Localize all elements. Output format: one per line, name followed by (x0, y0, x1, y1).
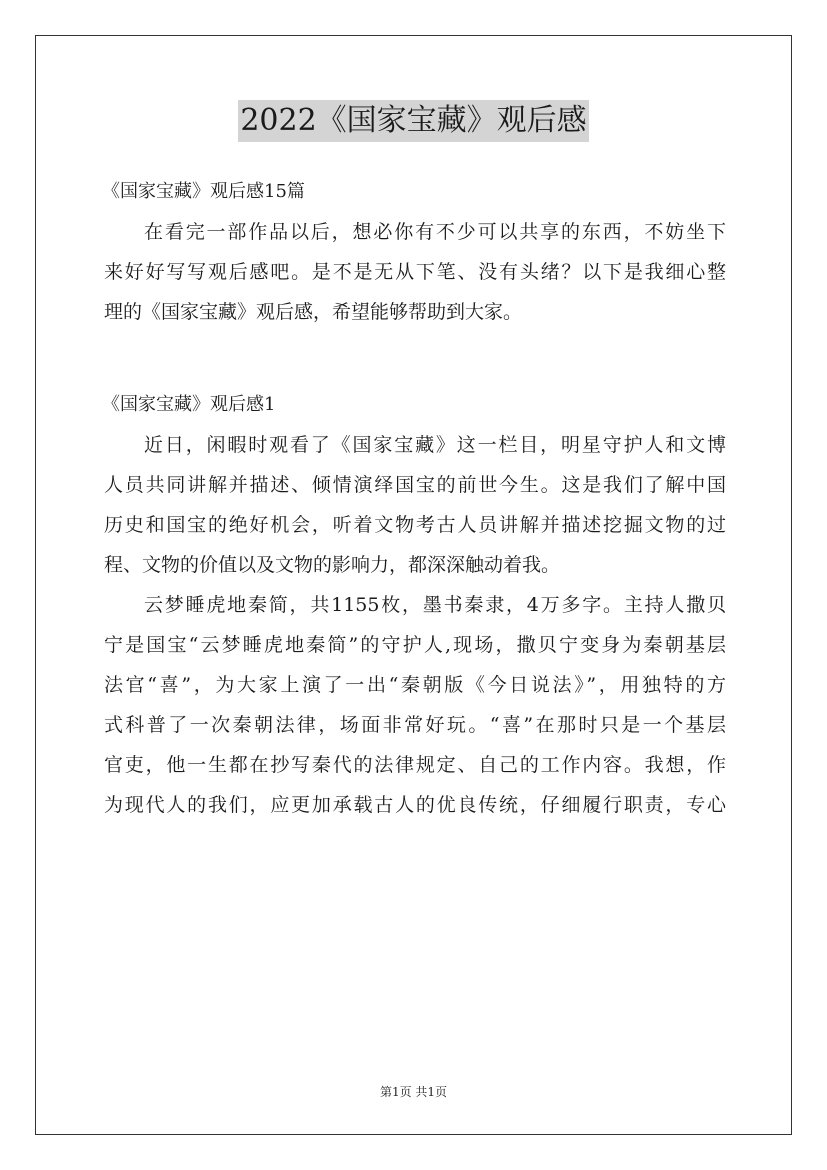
paragraph-line: 程、文物的价值以及文物的影响力，都深深触动着我。 (104, 554, 561, 576)
document-body (104, 172, 726, 825)
paragraph-line: 人员共同讲解并描述、倾情演绎国宝的前世今生。这是我们了解中国 (104, 474, 726, 496)
paragraph-line: 为现代人的我们，应更加承载古人的优良传统，仔细履行职责，专心 (104, 794, 726, 816)
paragraph-line: 式科普了一次秦朝法律，场面非常好玩。“喜”在那时只是一个基层 (104, 714, 726, 736)
paragraph-line: 历史和国宝的绝好机会，听着文物考古人员讲解并描述挖掘文物的过 (104, 514, 726, 536)
document-title: 2022《国家宝藏》观后感 (238, 100, 588, 142)
intro-line: 来好好写写观后感吧。是不是无从下笔、没有头绪？以下是我细心整 (104, 261, 726, 283)
section-heading: 《国家宝藏》观后感1 (102, 394, 276, 415)
spacer (104, 332, 726, 372)
title-container (0, 100, 827, 142)
paragraph-line: 法官“喜”，为大家上演了一出“秦朝版《今日说法》”，用独特的方 (104, 674, 726, 696)
paragraph-line: 宁是国宝“云梦睡虎地秦简”的守护人,现场，撒贝宁变身为秦朝基层 (104, 634, 726, 656)
paragraph-line: 官吏，他一生都在抄写秦代的法律规定、自己的工作内容。我想，作 (104, 754, 726, 776)
intro-line: 在看完一部作品以后，想必你有不少可以共享的东西，不妨坐下 (144, 221, 726, 243)
paragraph-line: 云梦睡虎地秦简，共1155枚，墨书秦隶，4万多字。主持人撒贝 (144, 594, 726, 616)
page-footer (0, 1084, 827, 1100)
spacer (104, 372, 726, 385)
intro-heading: 《国家宝藏》观后感15篇 (102, 181, 305, 202)
page-number-label: 第1页 共1页 (379, 1085, 448, 1099)
paragraph-line: 近日，闲暇时观看了《国家宝藏》这一栏目，明星守护人和文博 (144, 434, 726, 456)
intro-line: 理的《国家宝藏》观后感，希望能够帮助到大家。 (104, 301, 523, 323)
